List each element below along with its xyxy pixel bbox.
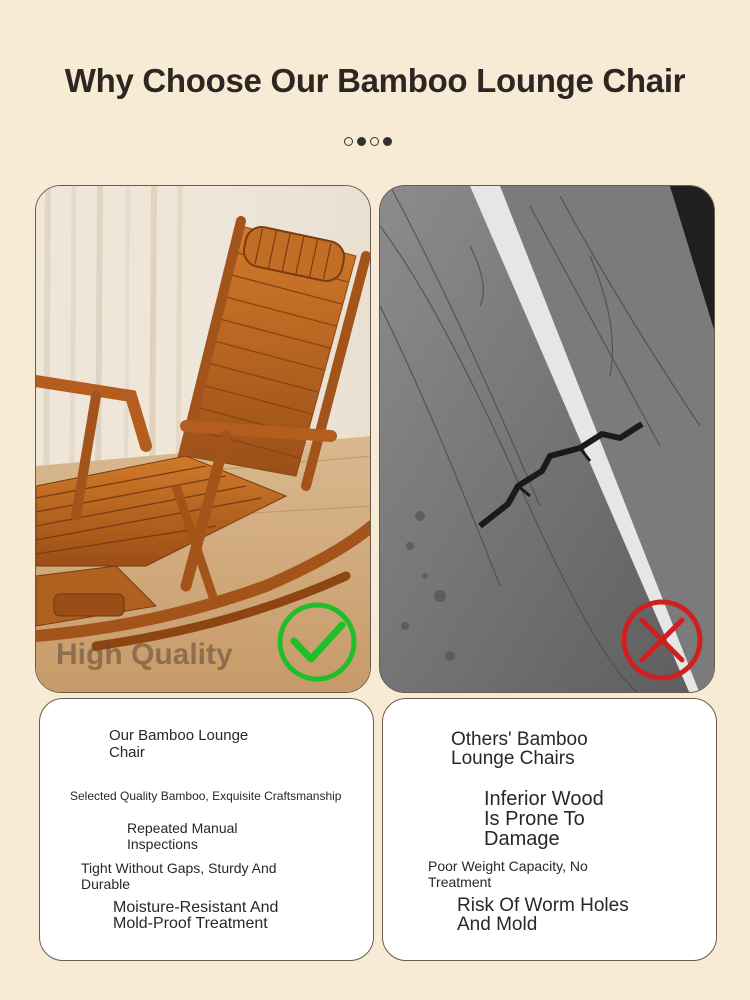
high-quality-label: High Quality (56, 638, 233, 671)
bamboo-chair-photo (35, 185, 371, 693)
others-chair-issues-card (382, 698, 717, 961)
issue-line: Damage (484, 828, 560, 850)
card-heading (109, 728, 248, 760)
issue-line: Inferior Wood (484, 788, 604, 810)
feature-text: Selected Quality Bamboo, Exquisite Craftsmanship (70, 789, 342, 803)
carousel-dot-active[interactable] (383, 137, 392, 146)
issue-line: Risk Of Worm Holes (457, 895, 629, 916)
card-heading (451, 730, 588, 768)
card-heading-line: Others' Bamboo (451, 729, 588, 750)
page-title: Why Choose Our Bamboo Lounge Chair (64, 62, 686, 99)
feature-line: Inspections (127, 836, 198, 852)
cross-icon (620, 598, 704, 682)
feature-line: Tight Without Gaps, Sturdy And (81, 860, 277, 876)
issue-line: Poor Weight Capacity, No (428, 858, 588, 874)
carousel-dot[interactable] (344, 137, 353, 146)
carousel-dot-active[interactable] (357, 137, 366, 146)
feature-line: Repeated Manual (127, 820, 238, 836)
feature-text (127, 821, 238, 851)
feature-text (113, 900, 278, 932)
issue-text (457, 896, 629, 934)
feature-line: Durable (81, 876, 131, 892)
cracked-wood-photo (379, 185, 715, 693)
feature-line: Mold-Proof Treatment (113, 915, 268, 932)
card-heading-line: Chair (109, 744, 145, 761)
feature-text (81, 861, 277, 891)
card-heading-line: Our Bamboo Lounge (109, 727, 249, 744)
check-icon (276, 601, 358, 683)
our-chair-features-card (39, 698, 374, 961)
feature-line: Moisture-Resistant And (113, 899, 279, 916)
issue-text (484, 789, 604, 849)
carousel-indicator (344, 137, 392, 146)
issue-line: Is Prone To (484, 808, 585, 830)
issue-line: Treatment (428, 874, 492, 890)
carousel-dot[interactable] (370, 137, 379, 146)
issue-line: And Mold (457, 914, 538, 935)
issue-text (428, 859, 588, 889)
card-heading-line: Lounge Chairs (451, 748, 575, 769)
